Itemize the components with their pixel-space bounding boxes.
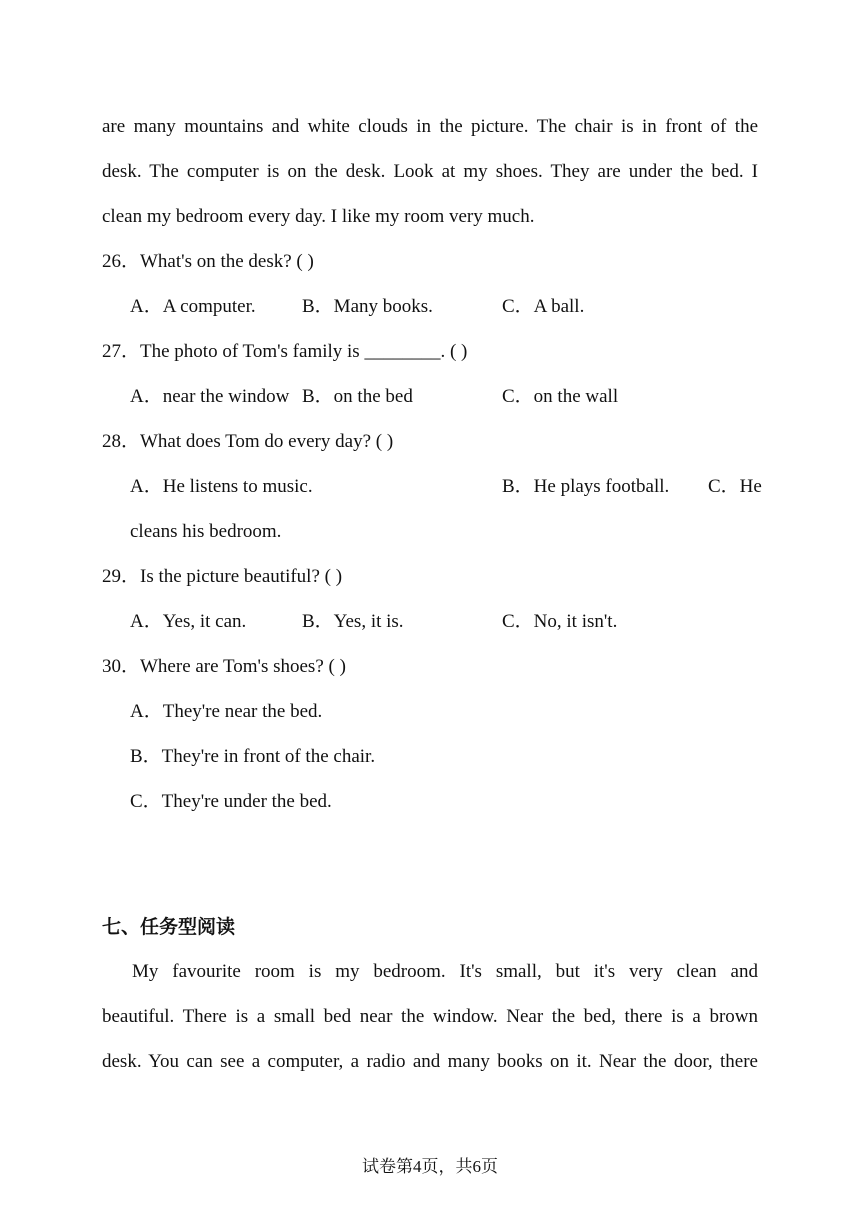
question-28-stem: 28．What does Tom do every day? ( ) xyxy=(102,431,394,452)
question-26-option-b[interactable]: B．Many books. xyxy=(302,296,433,317)
question-27-stem: 27．The photo of Tom's family is ________. ( ) xyxy=(102,341,468,362)
question-28-option-c[interactable]: C．He xyxy=(708,476,762,497)
question-26-option-c[interactable]: C．A ball. xyxy=(502,296,585,317)
section-7-title: 七、任务型阅读 xyxy=(102,916,236,938)
section-7-passage-line: desk. You can see a computer, a radio and many books on it. Near the door, there xyxy=(102,1051,758,1072)
question-27-option-a[interactable]: A．near the window xyxy=(130,386,290,407)
question-30-option-b[interactable]: B．They're in front of the chair. xyxy=(130,746,376,767)
question-30-stem: 30．Where are Tom's shoes? ( ) xyxy=(102,656,346,677)
question-29-option-b[interactable]: B．Yes, it is. xyxy=(302,611,404,632)
question-27-option-c[interactable]: C．on the wall xyxy=(502,386,619,407)
question-29-stem: 29．Is the picture beautiful? ( ) xyxy=(102,566,343,587)
question-26-option-a[interactable]: A．A computer. xyxy=(130,296,256,317)
question-30-option-c[interactable]: C．They're under the bed. xyxy=(130,791,332,812)
question-26-stem: 26．What's on the desk? ( ) xyxy=(102,251,314,272)
question-28-option-b[interactable]: B．He plays football. xyxy=(502,476,670,497)
passage-line: desk. The computer is on the desk. Look at my shoes. They are under the bed. I xyxy=(102,161,758,182)
page-footer: 试卷第4页，共6页 xyxy=(362,1157,498,1176)
question-27-option-b[interactable]: B．on the bed xyxy=(302,386,413,407)
question-29-option-a[interactable]: A．Yes, it can. xyxy=(130,611,247,632)
question-30-option-a[interactable]: A．They're near the bed. xyxy=(130,701,323,722)
section-7-passage-line: beautiful. There is a small bed near the window. Near the bed, there is a brown xyxy=(102,1006,758,1027)
question-28-option-a[interactable]: A．He listens to music. xyxy=(130,476,313,497)
section-7-passage-line: My favourite room is my bedroom. It's small, but it's very clean and xyxy=(132,961,758,982)
question-29-option-c[interactable]: C．No, it isn't. xyxy=(502,611,618,632)
passage-line: are many mountains and white clouds in the picture. The chair is in front of the xyxy=(102,116,758,137)
passage-line: clean my bedroom every day. I like my room very much. xyxy=(102,206,535,227)
question-28-option-c-continued[interactable]: cleans his bedroom. xyxy=(130,521,282,542)
